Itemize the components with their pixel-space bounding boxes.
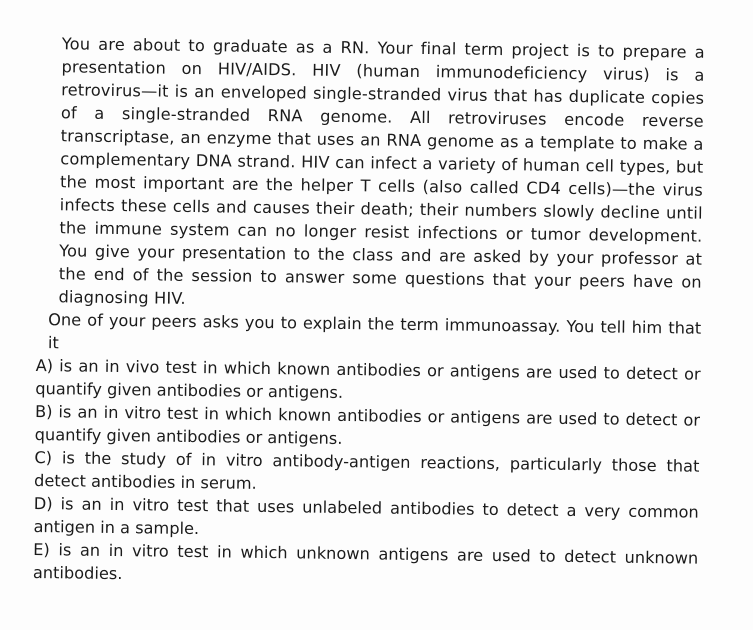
answer-option-c-text: C) is the study of in vitro antibody-antigen reactions, particularly those that detect antibodies in serum. bbox=[34, 447, 700, 493]
question-block bbox=[33, 32, 705, 593]
answer-option-d-text: D) is an in vitro test that uses unlabeled antibodies to detect a very common antigen in a sample. bbox=[33, 493, 699, 539]
answer-options bbox=[33, 354, 701, 593]
answer-option-e-text: E) is an in vitro test in which unknown antigens are used to detect unknown antibodies. bbox=[32, 539, 699, 584]
answer-option-b-text: B) is an in vitro test in which known antibodies or antigens are used to detect or quantify given antibodies or antigens. bbox=[34, 401, 701, 448]
answer-option-a-text: A) is an in vivo test in which known antibodies or antigens are used to detect or quantify given antibodies or antigens. bbox=[35, 355, 701, 402]
scenario-passage: You are about to graduate as a RN. Your final term project is to prepare a presentation on HIV/AIDS. HIV (human immunodeficiency virus) is a retrovirus—it is an enveloped single-stranded virus that has duplicate copies of a single-stranded RNA genome. All retroviruses encode reverse transcriptase, an enzyme that uses an RNA genome as a template to make a complementary DNA strand. HIV can infect a variety of human cell types, but the most important are the helper T cells (also called CD4 cells)—the virus infects these cells and causes their death; their numbers slowly decline until the immune system can no longer resist infections or tumor development. You give your presentation to the class and are asked by your professor at the end of the session to answer some questions that your peers have on diagnosing HIV. bbox=[58, 34, 705, 308]
answer-option-e bbox=[33, 538, 699, 593]
question-stem: One of your peers asks you to explain the term immunoassay. You tell him that it bbox=[47, 310, 702, 353]
